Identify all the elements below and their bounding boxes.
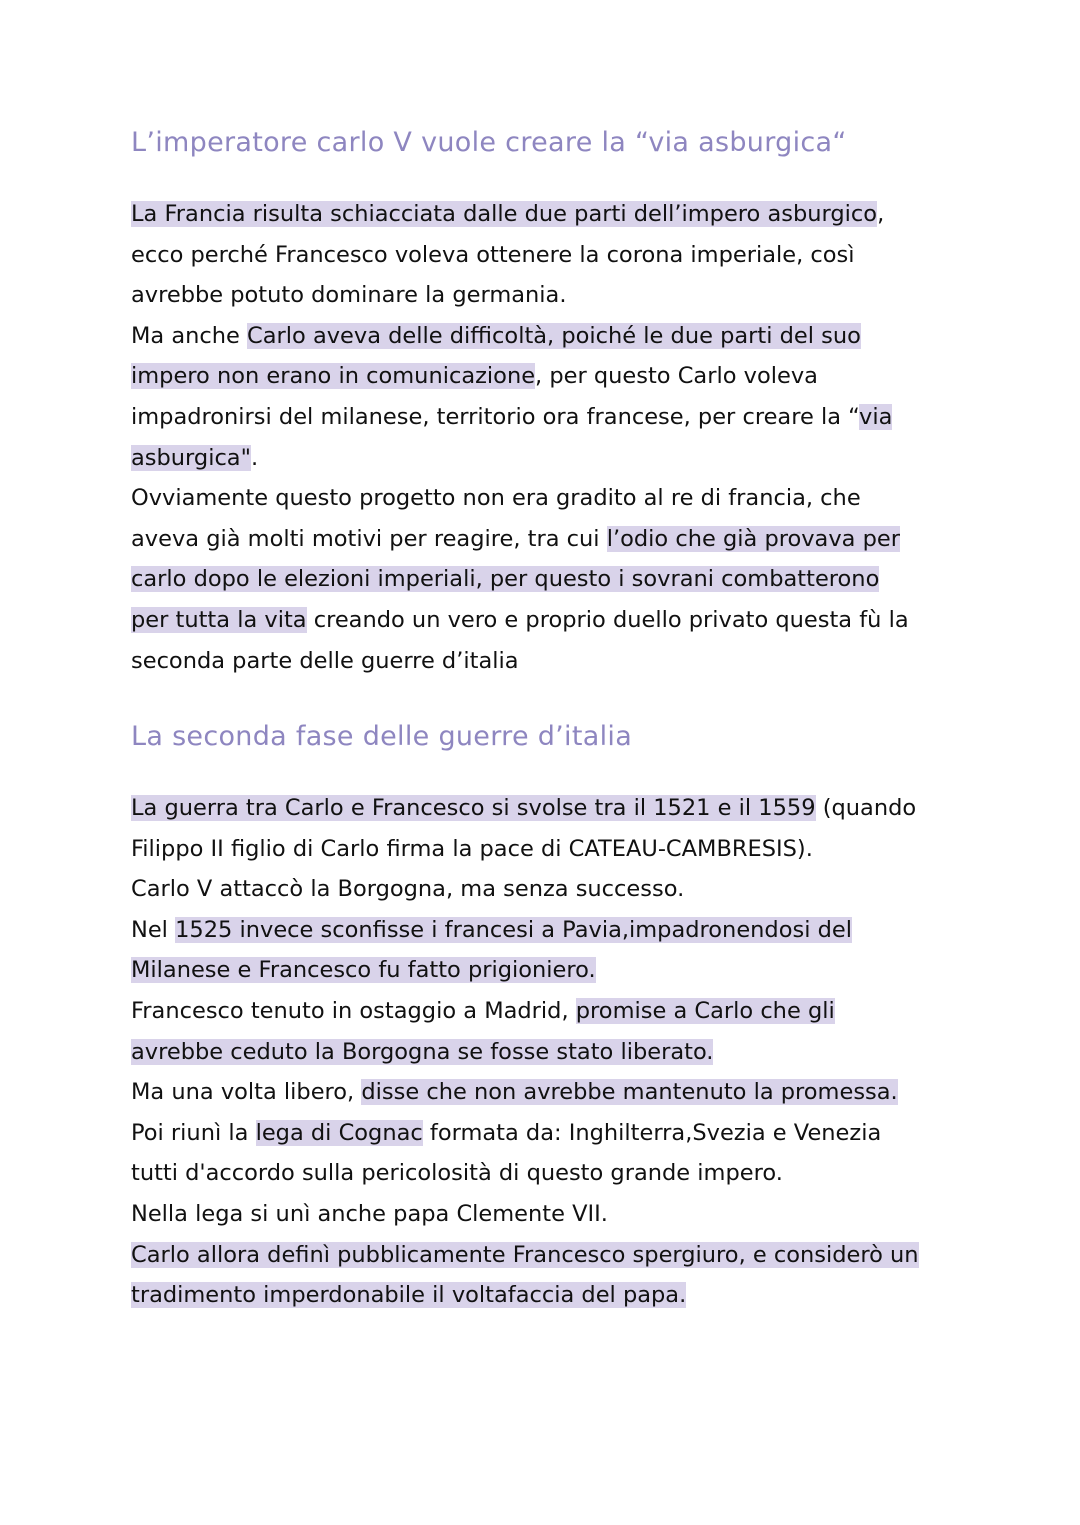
text-segment: Poi riunì la: [131, 1119, 256, 1146]
text-line: [131, 869, 684, 909]
text-line: [131, 1113, 881, 1153]
text-line: [131, 1072, 898, 1112]
text-segment: Nel: [131, 916, 176, 943]
text-segment: ,: [877, 201, 885, 227]
highlighted-text: asburgica": [131, 444, 251, 471]
text-segment: , per questo Carlo voleva: [535, 363, 818, 390]
text-segment: avrebbe potuto dominare la germania.: [131, 282, 567, 309]
text-line: [131, 559, 879, 599]
highlighted-text: disse che non avrebbe mantenuto la promessa.: [361, 1079, 898, 1106]
text-segment: .: [250, 444, 259, 471]
text-line: [131, 991, 835, 1031]
text-segment: Filippo II figlio di Carlo firma la pace di CATEAU-CAMBRESIS).: [131, 835, 813, 862]
text-line: [131, 1235, 919, 1275]
text-line: [131, 356, 818, 396]
text-line: [131, 397, 892, 437]
highlighted-text: lega di Cognac: [255, 1119, 423, 1146]
text-line: [131, 1275, 686, 1315]
text-line: [131, 235, 855, 275]
highlighted-text: La Francia risulta schiacciata dalle due parti dell’impero asburgico: [131, 201, 878, 227]
text-segment: formata da: Inghilterra,Svezia e Venezia: [422, 1119, 882, 1146]
text-segment: seconda parte delle guerre d’italia: [131, 647, 519, 674]
highlighted-text: carlo dopo le elezioni imperiali, per questo i sovrani combatterono: [131, 566, 880, 593]
text-line: [131, 1194, 608, 1234]
text-segment: Ovviamente questo progetto non era gradito al re di francia, che: [131, 485, 861, 512]
highlighted-text: La guerra tra Carlo e Francesco si svolse tra il 1521 e il 1559: [131, 795, 816, 821]
highlighted-text: avrebbe ceduto la Borgogna se fosse stato liberato.: [131, 1038, 714, 1065]
highlighted-text: Milanese e Francesco fu fatto prigioniero.: [131, 957, 596, 984]
highlighted-text: tradimento imperdonabile il voltafaccia del papa.: [131, 1282, 687, 1309]
text-line: [131, 478, 861, 518]
text-line: [131, 438, 258, 478]
text-segment: tutti d'accordo sulla pericolosità di questo grande impero.: [131, 1160, 783, 1187]
text-segment: Carlo V attaccò la Borgogna, ma senza successo.: [131, 876, 685, 903]
highlighted-text: via: [859, 404, 893, 430]
highlighted-text: Carlo allora definì pubblicamente Francesco spergiuro, e considerò un: [131, 1241, 919, 1268]
section-heading-seconda-fase: La seconda fase delle guerre d’italia: [131, 721, 633, 752]
text-line: [131, 641, 519, 681]
text-line: [131, 194, 884, 234]
highlighted-text: per tutta la vita: [131, 607, 307, 633]
text-line: [131, 910, 852, 950]
text-segment: Ma una volta libero,: [131, 1079, 362, 1106]
highlighted-text: Carlo aveva delle difficoltà, poiché le due parti del suo: [247, 322, 861, 349]
section-heading-via-asburgica: L’imperatore carlo V vuole creare la “via asburgica“: [131, 127, 847, 158]
highlighted-text: promise a Carlo che gli: [575, 998, 835, 1024]
highlighted-text: 1525 invece sconfisse i francesi a Pavia,impadronendosi del: [175, 916, 852, 943]
text-line: [131, 275, 566, 315]
text-line: [131, 600, 909, 640]
text-line: [131, 788, 916, 828]
text-segment: impadronirsi del milanese, territorio ora francese, per creare la “: [131, 404, 860, 430]
text-line: [131, 519, 900, 559]
text-segment: ecco perché Francesco voleva ottenere la corona imperiale, così: [131, 241, 855, 268]
text-segment: creando un vero e proprio duello privato questa fù la: [306, 607, 909, 633]
text-line: [131, 829, 813, 869]
text-segment: Francesco tenuto in ostaggio a Madrid,: [131, 998, 576, 1024]
text-segment: (quando: [815, 795, 917, 821]
text-segment: aveva già molti motivi per reagire, tra cui: [131, 525, 607, 552]
text-line: [131, 1153, 783, 1193]
text-line: [131, 316, 861, 356]
text-segment: Nella lega si unì anche papa Clemente VII.: [131, 1201, 608, 1227]
highlighted-text: impero non erano in comunicazione: [131, 363, 536, 390]
text-line: [131, 1032, 713, 1072]
text-segment: Ma anche: [131, 322, 248, 349]
highlighted-text: l’odio che già provava per: [606, 525, 900, 552]
text-line: [131, 950, 596, 990]
